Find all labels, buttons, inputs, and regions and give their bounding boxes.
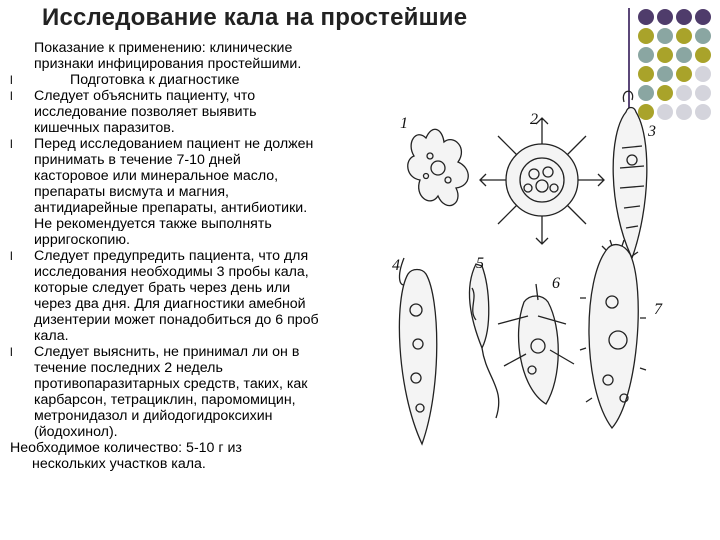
amoeba-drawing <box>408 129 469 205</box>
decorative-dot <box>695 9 711 25</box>
bullet-text: через два дня. Для диагностики амебной <box>34 296 306 312</box>
decorative-dot <box>676 66 692 82</box>
bullet-item <box>10 72 386 88</box>
bullet-item <box>10 248 386 264</box>
trypanosome-drawing <box>469 264 498 418</box>
bullet-text: кишечных паразитов. <box>34 120 175 136</box>
figure-label: 4 <box>392 257 400 274</box>
bullet-text: дизентерии может понадобиться до 6 проб <box>34 312 319 328</box>
decorative-dot <box>695 47 711 63</box>
decorative-dot <box>638 28 654 44</box>
bullet-item <box>10 136 386 152</box>
decorative-dot <box>676 85 692 101</box>
bullet-icon: l <box>10 89 13 103</box>
decorative-dot <box>638 9 654 25</box>
decorative-dot <box>695 104 711 120</box>
figure-label: 5 <box>476 255 484 272</box>
dot-row <box>638 47 718 63</box>
decorative-dot <box>657 28 673 44</box>
decorative-dot <box>676 47 692 63</box>
dot-row <box>638 9 718 25</box>
radiolarian-drawing <box>480 118 604 244</box>
decorative-dot <box>695 66 711 82</box>
flagellate-drawing <box>613 91 647 258</box>
bullet-text: Следует объяснить пациенту, что <box>34 88 256 104</box>
paramecium-drawing <box>580 240 646 428</box>
bullet-item <box>10 344 386 360</box>
bullet-text: препараты висмута и магния, <box>34 184 229 200</box>
ciliate-drawing <box>498 284 574 404</box>
bullet-text: исследования необходимы 3 пробы кала, <box>34 264 309 280</box>
decorative-dot <box>695 28 711 44</box>
slide-title: Исследование кала на простейшие <box>42 4 468 31</box>
figure-label: 1 <box>400 115 408 132</box>
bullet-text: принимать в течение 7-10 дней <box>34 152 241 168</box>
bullet-text: кала. <box>34 328 69 344</box>
bullet-text: антидиарейные препараты, антибиотики. <box>34 200 308 216</box>
bullet-text: касторовое или минеральное масло, <box>34 168 279 184</box>
trichomonas-drawing <box>399 258 436 444</box>
bullet-text: Не рекомендуется также выполнять <box>34 216 272 232</box>
bullet-text: Перед исследованием пациент не должен <box>34 136 314 152</box>
bullet-icon: l <box>10 73 13 87</box>
footer-line: нескольких участков кала. <box>32 456 206 472</box>
bullet-text: Подготовка к диагностике <box>70 72 240 88</box>
decorative-dot <box>676 104 692 120</box>
bullet-icon: l <box>10 249 13 263</box>
bullet-text: метронидазол и дийодогидроксихин <box>34 408 273 424</box>
bullet-text: течение последних 2 недель <box>34 360 223 376</box>
footer-line: Необходимое количество: 5-10 г из <box>10 440 242 456</box>
figure-label: 2 <box>530 111 538 128</box>
bullet-text: Следует предупредить пациента, что для <box>34 248 309 264</box>
bullet-text: Следует выяснить, не принимал ли он в <box>34 344 300 360</box>
slide-body <box>10 40 386 472</box>
figure-label: 3 <box>648 123 656 140</box>
dot-row <box>638 66 718 82</box>
bullet-text: карбарсон, тетрациклин, паромомицин, <box>34 392 296 408</box>
decorative-dot <box>657 9 673 25</box>
bullet-text: ирригоскопию. <box>34 232 130 248</box>
figure-label: 7 <box>654 301 662 318</box>
bullet-text: исследование позволяет выявить <box>34 104 257 120</box>
intro-line: признаки инфицирования простейшими. <box>34 56 302 72</box>
bullet-item <box>10 88 386 104</box>
decorative-dot <box>638 66 654 82</box>
intro-line: Показание к применению: клинические <box>34 40 293 56</box>
bullet-text: противопаразитарных средств, таких, как <box>34 376 308 392</box>
decorative-dot <box>676 9 692 25</box>
protozoa-illustration <box>386 88 678 458</box>
figure-label: 6 <box>552 275 560 292</box>
bullet-text: которые следует брать через день или <box>34 280 291 296</box>
bullet-text: (йодохинол). <box>34 424 118 440</box>
decorative-dot <box>657 66 673 82</box>
dot-row <box>638 28 718 44</box>
decorative-dot <box>657 47 673 63</box>
decorative-dot <box>638 47 654 63</box>
decorative-dot <box>676 28 692 44</box>
decorative-dot <box>695 85 711 101</box>
bullet-icon: l <box>10 345 13 359</box>
bullet-icon: l <box>10 137 13 151</box>
